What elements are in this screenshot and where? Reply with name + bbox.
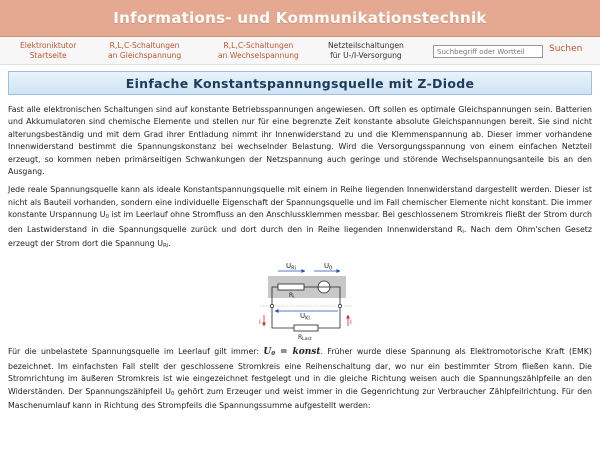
formula bbox=[263, 347, 320, 357]
text-run: Jede reale Spannungsquelle kann als ideale Konstantspannungsquelle mit einem in Reihe liegenden Innenwiderstand dargestellt werden. Dieser ist nicht als Bauteil vorhanden, sondern eine individuelle Eigenschaft der Spannungsquelle und im Fall chemischer Elemente nicht konstant. Die immer konstante Urspannung U bbox=[8, 185, 592, 220]
paragraph-source-model bbox=[8, 184, 592, 252]
text-run: . Früher wurde diese Spannung als Elektromotorische Kraft (EMK) bezeichnet. Im einfachsten Fall stellt der geschlossene Stromkreis eine Reihenschaltung dar, wo nur ein bestimmter Strom fließen kann. Die Stromrichtung im äußeren Stromkreis ist wie eingezeichnet festgelegt und in die gleiche Richtung weisen auch die Spannungszählpfeile an den Widerständen. Der Spannungszählpfeil U bbox=[8, 347, 592, 396]
search-button[interactable]: Suchen bbox=[549, 44, 583, 54]
subscript: 0 bbox=[171, 390, 175, 397]
subscript: 0 bbox=[105, 214, 109, 221]
formula-var: U bbox=[263, 347, 272, 358]
text-run: Für die unbelastete Spannungsquelle im Leerlauf gilt immer: bbox=[8, 347, 264, 357]
search-input[interactable] bbox=[433, 45, 543, 58]
terminal-right bbox=[338, 305, 341, 308]
page-title: Einfache Konstantspannungsquelle mit Z-Diode bbox=[125, 75, 475, 91]
text-run: gehört zum Erzeuger und weist immer in die Gegenrichtung zur Verbraucher Zählpfeilrichtung. Für den Maschenumlauf kann in Richtung des Strompfeils die Spannungssumme aufgestellt werden: bbox=[8, 386, 593, 411]
nav-link-line2: an Wechselspannung bbox=[218, 50, 299, 60]
subscript: Ri bbox=[163, 243, 169, 250]
nav-link-netzteilschaltungen[interactable] bbox=[328, 41, 404, 60]
site-title: Informations- und Kommunikationstechnik bbox=[113, 9, 487, 27]
page-title-box bbox=[8, 71, 592, 95]
circuit-figure bbox=[8, 258, 592, 342]
label-i-left: I bbox=[259, 319, 261, 327]
nav-link-line1: Elektroniktutor bbox=[20, 41, 77, 50]
nav-link-line1: R,L,C-Schaltungen bbox=[109, 41, 180, 50]
formula-rhs: = konst bbox=[275, 347, 321, 358]
nav-link-line1: Netzteilschaltungen bbox=[328, 41, 404, 50]
label-rlast: RLast bbox=[298, 334, 312, 343]
nav-link-line2: an Gleichspannung bbox=[108, 50, 182, 60]
nav-link-line2: für U-/I-Versorgung bbox=[330, 50, 402, 60]
nav-link-gleichspannung[interactable] bbox=[108, 41, 181, 60]
circuit-diagram bbox=[258, 258, 354, 342]
navbar bbox=[0, 37, 600, 65]
text-run: . Nach dem Ohm'schen Gesetz erzeugt der Strom dort die Spannung U bbox=[8, 224, 592, 249]
subscript: i bbox=[462, 228, 464, 235]
text-run: ist im Leerlauf ohne Stromfluss an den Anschlussklemmen messbar. Bei geschlossenem Stromkreis fließt der Strom durch den Lastwiderstand in die Spannungsquelle zurück und dort durch den in Reihe liegenden Innenwiderstand R bbox=[8, 210, 592, 234]
label-uri: $U_{Ri}$ bbox=[286, 262, 296, 272]
label-u0: $U_0$ bbox=[324, 262, 333, 272]
paragraph-intro: Fast alle elektronischen Schaltungen sind auf konstante Betriebsspannungen angewiesen. Oft sollen es optimale Gleichspannungen sein. Batterien und Akkumulatoren sind chemische Elemente und stellen nur für eine begrenzte Zeit konstante absolute Gleichspannungen bereit. Sie sind nicht alterungsbeständig und mit dem Grad ihrer Entladung nimmt ihr Innenwiderstand zu und die Klemmenspannung ab. Dieser immer vorhandene Innenwiderstand bestimmt die Spannungskonstanz bei wechselnder Belastung. Wird die Versorgungsspannung von einem einfachen Netzteil erzeugt, so kommen neben primärseitigen Schwankungen der Netzspannung auch geringe und störende Wechselspannungsanteile bis an den Ausgang. bbox=[8, 105, 592, 177]
label-ukl: $U_{Kl}$ bbox=[300, 312, 310, 322]
paragraph-unloaded-source bbox=[8, 346, 592, 412]
nav-link-startseite[interactable] bbox=[20, 41, 76, 60]
nav-link-wechselspannung[interactable] bbox=[218, 41, 299, 60]
site-header bbox=[0, 0, 600, 37]
nav-link-line2: Startseite bbox=[29, 50, 67, 60]
subscript: 0 bbox=[271, 351, 276, 358]
resistor-rlast bbox=[294, 325, 318, 331]
resistor-ri bbox=[278, 284, 304, 290]
text-run: . bbox=[168, 239, 171, 249]
label-i-right: I bbox=[350, 319, 352, 327]
main-content bbox=[8, 71, 592, 419]
terminal-left bbox=[270, 305, 273, 308]
nav-link-line1: R,L,C-Schaltungen bbox=[223, 41, 294, 50]
label-ri: Ri bbox=[289, 292, 295, 301]
